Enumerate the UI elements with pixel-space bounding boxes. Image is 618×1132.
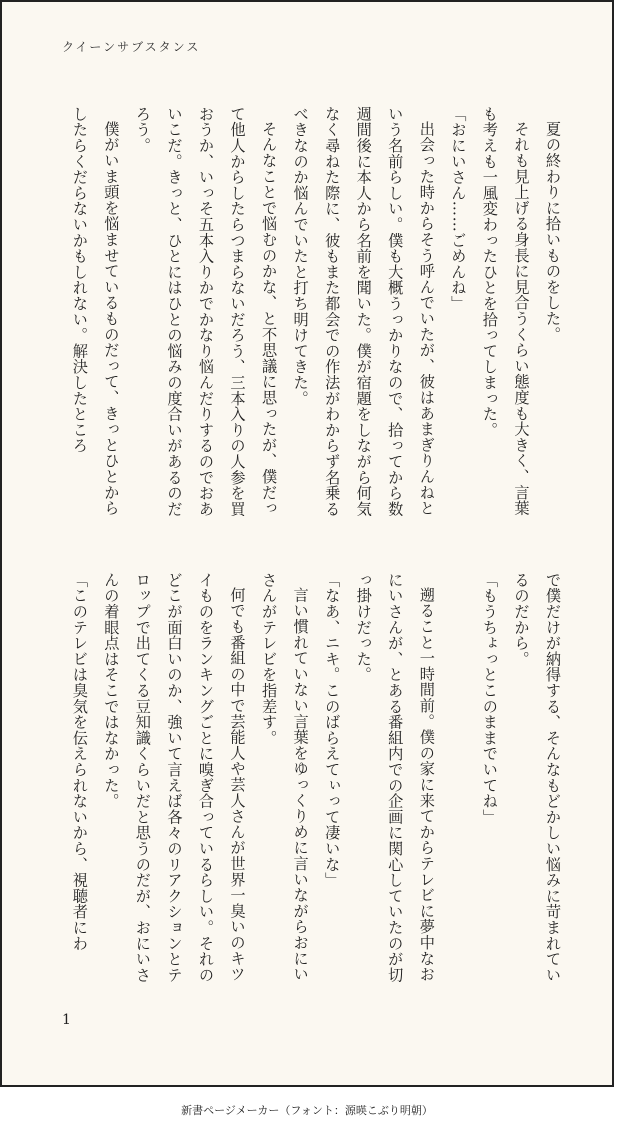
paragraph: 「なあ、ニキ。このばらえてぃって凄いな」 — [323, 572, 342, 888]
paragraph: 「もうちょっとこのままでいてね」 — [480, 572, 499, 825]
text-block-top — [38, 106, 568, 526]
paragraph: で僕だけが納得する、そんなもどかしい悩みに苛まれているのだから。 — [512, 572, 562, 983]
text-block-bottom — [38, 572, 568, 992]
paragraph: そんなことで悩むのかな、と不思議に思ったが、僕だって他人からしたらつまらないだろう、三本入りの人参を買おうか、いっそ五本入りかでかなり悩んだりするのでおあいこだ。きっと、ひとにはひとの悩みの度合いがあるのだろう。 — [133, 106, 279, 517]
paragraph — [442, 572, 474, 992]
paragraph: 僕がいま頭を悩ませているものだって、きっとひとからしたらくだらないかもしれない。解決したところ — [70, 106, 121, 517]
paragraph: 夏の終わりに拾いものをした。 — [544, 121, 562, 343]
page-number: 1 — [62, 1012, 71, 1028]
paragraph: 「このテレビは臭気を伝えられないから、視聴者にわ — [70, 572, 89, 952]
paragraph: 言い慣れていない言葉をゆっくりめに言いながらおにいさんがテレビを指差す。 — [260, 572, 310, 983]
paragraph: 「おにいさん……ごめんね」 — [449, 106, 468, 312]
paragraph: 遡ること一時間前。僕の家に来てからテレビに夢中なおにいさんが、とある番組内での企画に関心していたのが切っ掛けだった。 — [354, 572, 436, 983]
running-title: クイーンサブスタンス — [62, 40, 201, 54]
footer-credit: 新書ページメーカー（フォント：源暎こぶり明朝） — [181, 1104, 433, 1117]
paragraph: 何でも番組の中で芸能人や芸人さんが世界一臭いのキツイものをランキングごとに嗅ぎ合っているらしい。それのどこが面白いのか、強いて言えば各々のリアクションとテロップで出てくる豆知識くらいだと思うのだが、おにいさんの着眼点はそこではなかった。 — [102, 572, 247, 983]
paragraph: それも見上げる身長に見合うくらい態度も大きく、言葉も考えも一風変わったひとを拾ってしまった。 — [480, 106, 531, 517]
paragraph: 出会った時からそう呼んでいたが、彼はあまぎりんねという名前らしい。僕も大概うっかりなので、拾ってから数週間後に本人から名前を聞いた。僕が宿題をしながら何気なく尋ねた際に、彼もまた都会での作法がわからず名乗るべきなのか悩んでいたと打ち明けてきた。 — [291, 106, 436, 517]
